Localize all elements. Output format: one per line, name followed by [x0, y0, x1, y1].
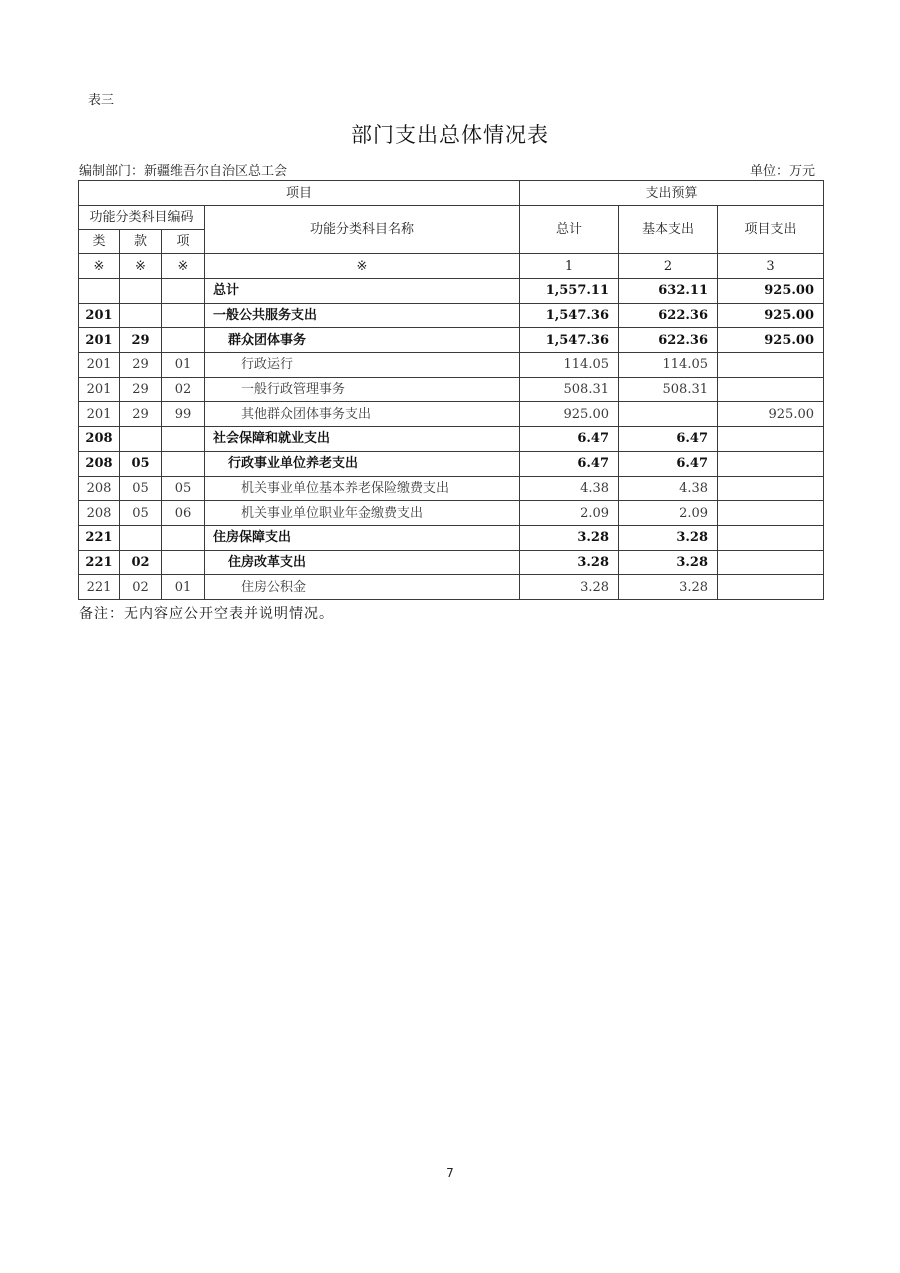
- code-kuan-cell: 29: [120, 328, 162, 353]
- total-cell: 1,547.36: [520, 328, 619, 353]
- marker-project: 3: [718, 254, 824, 279]
- code-lei-cell: 208: [79, 451, 120, 476]
- basic-expense-cell: 632.11: [619, 279, 718, 304]
- item-name-cell: 其他群众团体事务支出: [205, 402, 520, 427]
- basic-expense-cell: [619, 402, 718, 427]
- total-cell: 6.47: [520, 427, 619, 452]
- total-cell: 1,547.36: [520, 303, 619, 328]
- project-expense-cell: 925.00: [718, 402, 824, 427]
- code-xiang-cell: 99: [162, 402, 205, 427]
- item-name-cell: 机关事业单位职业年金缴费支出: [205, 501, 520, 526]
- code-xiang-cell: [162, 303, 205, 328]
- table-row: [79, 525, 824, 550]
- table-row: [79, 377, 824, 402]
- code-lei-cell: 208: [79, 476, 120, 501]
- basic-expense-cell: 4.38: [619, 476, 718, 501]
- code-kuan-cell: 02: [120, 550, 162, 575]
- code-lei-cell: 201: [79, 328, 120, 353]
- project-expense-cell: [718, 575, 824, 600]
- code-kuan-cell: 29: [120, 377, 162, 402]
- item-name-cell: 机关事业单位基本养老保险缴费支出: [205, 476, 520, 501]
- code-lei-cell: 201: [79, 402, 120, 427]
- code-kuan-cell: [120, 427, 162, 452]
- basic-expense-cell: 3.28: [619, 550, 718, 575]
- project-expense-cell: [718, 525, 824, 550]
- project-expense-cell: 925.00: [718, 303, 824, 328]
- basic-expense-cell: 6.47: [619, 427, 718, 452]
- total-cell: 925.00: [520, 402, 619, 427]
- basic-expense-cell: 6.47: [619, 451, 718, 476]
- code-kuan-cell: 05: [120, 451, 162, 476]
- project-expense-cell: [718, 550, 824, 575]
- item-name-cell: 行政事业单位养老支出: [205, 451, 520, 476]
- item-name-cell: 一般公共服务支出: [205, 303, 520, 328]
- header-row: [79, 181, 824, 206]
- unit-label: 单位：万元: [749, 164, 815, 179]
- marker-basic: 2: [619, 254, 718, 279]
- code-kuan-cell: 05: [120, 501, 162, 526]
- marker-xiang: ※: [162, 254, 205, 279]
- item-name-cell: 群众团体事务: [205, 328, 520, 353]
- code-lei-cell: 221: [79, 550, 120, 575]
- project-expense-cell: [718, 427, 824, 452]
- code-lei-cell: 208: [79, 427, 120, 452]
- code-kuan-cell: 05: [120, 476, 162, 501]
- header-basic-expense: 基本支出: [619, 206, 718, 254]
- code-kuan-cell: [120, 279, 162, 304]
- table-row: [79, 427, 824, 452]
- item-name-cell: 住房公积金: [205, 575, 520, 600]
- table-body: [79, 279, 824, 600]
- marker-kuan: ※: [120, 254, 162, 279]
- code-xiang-cell: 01: [162, 575, 205, 600]
- header-subject-name: 功能分类科目名称: [205, 206, 520, 254]
- header-code-group: 功能分类科目编码: [79, 206, 205, 230]
- header-item: 项目: [79, 181, 520, 206]
- code-lei-cell: 221: [79, 525, 120, 550]
- total-cell: 1,557.11: [520, 279, 619, 304]
- code-xiang-cell: [162, 427, 205, 452]
- code-xiang-cell: [162, 328, 205, 353]
- code-xiang-cell: [162, 525, 205, 550]
- basic-expense-cell: 114.05: [619, 353, 718, 378]
- table-row: [79, 451, 824, 476]
- project-expense-cell: [718, 501, 824, 526]
- header-total: 总计: [520, 206, 619, 254]
- code-xiang-cell: 01: [162, 353, 205, 378]
- item-name-cell: 社会保障和就业支出: [205, 427, 520, 452]
- marker-row: [79, 254, 824, 279]
- basic-expense-cell: 3.28: [619, 575, 718, 600]
- header-code-xiang: 项: [162, 230, 205, 254]
- total-cell: 3.28: [520, 525, 619, 550]
- table-row: [79, 575, 824, 600]
- table-row: [79, 476, 824, 501]
- header-row: [79, 206, 824, 230]
- marker-lei: ※: [79, 254, 120, 279]
- header-project-expense: 项目支出: [718, 206, 824, 254]
- basic-expense-cell: 622.36: [619, 303, 718, 328]
- page-number: 7: [446, 1166, 454, 1180]
- code-xiang-cell: [162, 279, 205, 304]
- project-expense-cell: 925.00: [718, 328, 824, 353]
- project-expense-cell: [718, 451, 824, 476]
- table-row: [79, 328, 824, 353]
- total-cell: 3.28: [520, 550, 619, 575]
- code-kuan-cell: [120, 303, 162, 328]
- page-title: 部门支出总体情况表: [351, 123, 549, 147]
- code-lei-cell: 208: [79, 501, 120, 526]
- total-cell: 3.28: [520, 575, 619, 600]
- code-kuan-cell: 29: [120, 402, 162, 427]
- project-expense-cell: [718, 476, 824, 501]
- header-budget: 支出预算: [520, 181, 824, 206]
- total-cell: 2.09: [520, 501, 619, 526]
- code-kuan-cell: [120, 525, 162, 550]
- code-xiang-cell: 05: [162, 476, 205, 501]
- header-code-lei: 类: [79, 230, 120, 254]
- total-cell: 508.31: [520, 377, 619, 402]
- expenditure-table: [78, 180, 824, 600]
- marker-name: ※: [205, 254, 520, 279]
- basic-expense-cell: 3.28: [619, 525, 718, 550]
- total-cell: 114.05: [520, 353, 619, 378]
- total-cell: 6.47: [520, 451, 619, 476]
- table-row: [79, 550, 824, 575]
- item-name-cell: 住房保障支出: [205, 525, 520, 550]
- basic-expense-cell: 622.36: [619, 328, 718, 353]
- item-name-cell: 住房改革支出: [205, 550, 520, 575]
- header-code-kuan: 款: [120, 230, 162, 254]
- code-xiang-cell: 02: [162, 377, 205, 402]
- table-row: [79, 353, 824, 378]
- project-expense-cell: [718, 377, 824, 402]
- code-kuan-cell: 02: [120, 575, 162, 600]
- footnote: 备注：无内容应公开空表并说明情况。: [79, 606, 334, 622]
- table-number-label: 表三: [88, 93, 115, 108]
- item-name-cell: 行政运行: [205, 353, 520, 378]
- code-lei-cell: [79, 279, 120, 304]
- table-row: [79, 402, 824, 427]
- project-expense-cell: [718, 353, 824, 378]
- table-row: [79, 303, 824, 328]
- basic-expense-cell: 508.31: [619, 377, 718, 402]
- table-row: [79, 501, 824, 526]
- item-name-cell: 一般行政管理事务: [205, 377, 520, 402]
- basic-expense-cell: 2.09: [619, 501, 718, 526]
- code-xiang-cell: [162, 451, 205, 476]
- department-label: 编制部门：新疆维吾尔自治区总工会: [79, 164, 288, 179]
- code-lei-cell: 201: [79, 353, 120, 378]
- code-lei-cell: 201: [79, 303, 120, 328]
- code-lei-cell: 221: [79, 575, 120, 600]
- table-row: [79, 279, 824, 304]
- code-lei-cell: 201: [79, 377, 120, 402]
- code-xiang-cell: 06: [162, 501, 205, 526]
- marker-total: 1: [520, 254, 619, 279]
- code-xiang-cell: [162, 550, 205, 575]
- table-header: [79, 181, 824, 279]
- total-cell: 4.38: [520, 476, 619, 501]
- project-expense-cell: 925.00: [718, 279, 824, 304]
- item-name-cell: 总计: [205, 279, 520, 304]
- code-kuan-cell: 29: [120, 353, 162, 378]
